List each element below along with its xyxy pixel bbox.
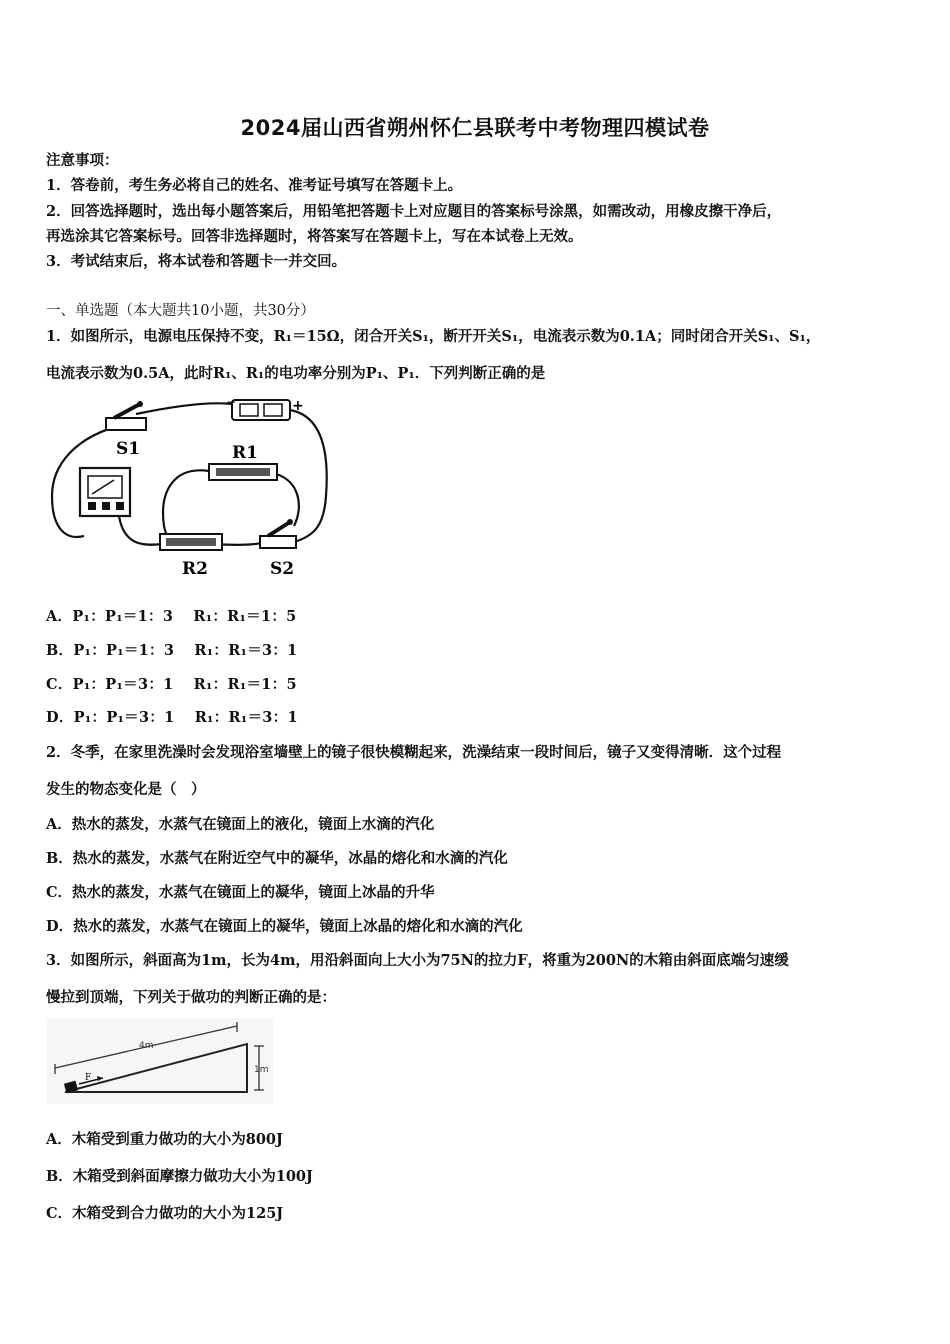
q1-option-b: B．P₁：P₁＝1：3 R₁：R₁＝3：1 (46, 642, 298, 659)
q3-option-a: A．木箱受到重力做功的大小为800J (46, 1131, 283, 1148)
q1-option-a: A．P₁：P₁＝1：3 R₁：R₁＝1：5 (46, 608, 297, 625)
q3-option-b: B．木箱受到斜面摩擦力做功大小为100J (46, 1168, 313, 1185)
height-label: 1m (254, 1065, 269, 1075)
notice-item: 3．考试结束后，将本试卷和答题卡一并交回。 (46, 253, 347, 270)
notice-item: 1．答卷前，考生务必将自己的姓名、准考证号填写在答题卡上。 (46, 177, 463, 194)
page-title: 2024届山西省朔州怀仁县联考中考物理四模试卷 (240, 116, 710, 140)
q1-option-c: C．P₁：P₁＝3：1 R₁：R₁＝1：5 (46, 676, 297, 693)
q2-option-d: D．热水的蒸发，水蒸气在镜面上的凝华，镜面上冰晶的熔化和水滴的汽化 (46, 918, 523, 935)
notice-item: 再选涂其它答案标号。回答非选择题时，将答案写在答题卡上，写在本试卷上无效。 (46, 228, 583, 245)
wire (163, 470, 209, 539)
resistor-r1-icon (209, 464, 277, 480)
label-r2: R2 (182, 559, 208, 579)
question-3-text: 3．如图所示，斜面高为1m，长为4m，用沿斜面向上大小为75N的拉力F，将重为200N的木箱由斜面底端匀速缓 (46, 952, 789, 969)
section-heading: 一、单选题（本大题共10小题，共30分） (46, 303, 315, 319)
question-2-text-cont: 发生的物态变化是（ ） (46, 781, 206, 798)
switch-s2-icon (260, 519, 296, 548)
force-label: F (85, 1073, 92, 1083)
q2-option-c: C．热水的蒸发，水蒸气在镜面上的凝华，镜面上冰晶的升华 (46, 884, 435, 901)
resistor-r2-icon (160, 534, 222, 550)
question-1-text-cont: 电流表示数为0.5A，此时R₁、R₁的电功率分别为P₁、P₁．下列判断正确的是 (46, 365, 546, 382)
label-s1: S1 (116, 439, 141, 459)
label-r1: R1 (232, 443, 258, 463)
notice-item: 2．回答选择题时，选出每小题答案后，用铅笔把答题卡上对应题目的答案标号涂黑，如需改动，用橡皮擦干净后， (46, 203, 782, 220)
question-2-text: 2．冬季，在家里洗澡时会发现浴室墙壁上的镜子很快模糊起来，洗澡结束一段时间后，镜子又变得清晰．这个过程 (46, 744, 782, 761)
svg-text:−: − (226, 396, 237, 409)
incline-diagram (47, 1018, 273, 1104)
wire (119, 516, 162, 545)
wire (276, 474, 299, 526)
length-label: 4m (139, 1041, 154, 1051)
switch-s1-icon (106, 401, 146, 430)
q3-option-c: C．木箱受到合力做功的大小为125J (46, 1205, 284, 1222)
notice-heading: 注意事项： (46, 152, 119, 169)
wire (136, 403, 232, 414)
question-3-text-cont: 慢拉到顶端，下列关于做功的判断正确的是： (46, 989, 336, 1006)
battery-icon (226, 396, 304, 420)
q2-option-b: B．热水的蒸发，水蒸气在附近空气中的凝华，冰晶的熔化和水滴的汽化 (46, 850, 508, 867)
q2-option-a: A．热水的蒸发，水蒸气在镜面上的液化，镜面上水滴的汽化 (46, 816, 435, 833)
label-s2: S2 (270, 559, 295, 579)
ammeter-icon (80, 468, 130, 516)
q1-option-d: D．P₁：P₁＝3：1 R₁：R₁＝3：1 (46, 709, 298, 726)
svg-text:+: + (292, 398, 304, 414)
question-1-text: 1．如图所示，电源电压保持不变，R₁＝15Ω，闭合开关S₁，断开开关S₁，电流表示数为0.1A；同时闭合开关S₁、S₁， (46, 328, 821, 345)
circuit-diagram (44, 396, 334, 584)
